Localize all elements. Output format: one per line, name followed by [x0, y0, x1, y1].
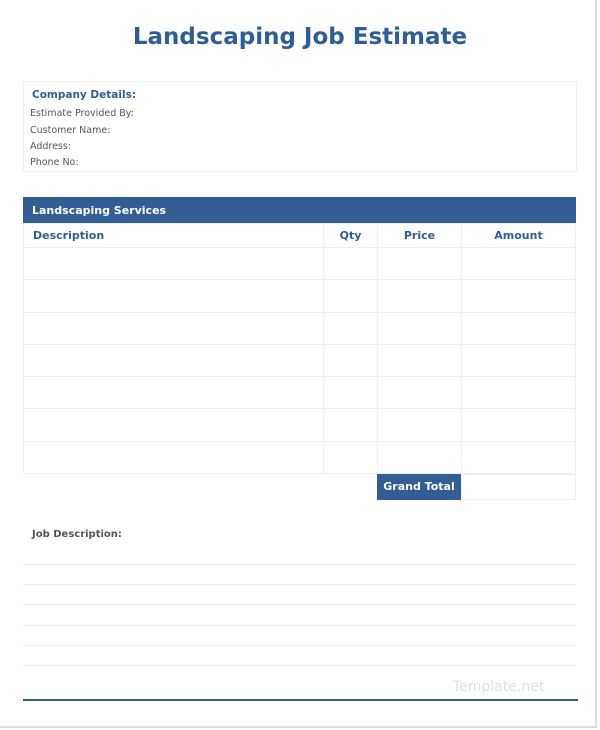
company-details-heading: Company Details: [32, 89, 137, 101]
table-cell[interactable] [24, 409, 324, 441]
table-cell[interactable] [324, 248, 378, 280]
table-cell[interactable] [324, 344, 378, 376]
table-cell[interactable] [324, 312, 378, 344]
grand-total-value[interactable] [461, 474, 576, 500]
table-cell[interactable] [24, 377, 324, 409]
table-cell[interactable] [378, 441, 462, 473]
table-row [24, 248, 576, 280]
table-cell[interactable] [24, 280, 324, 312]
col-description: Description [24, 224, 324, 248]
col-amount: Amount [462, 224, 576, 248]
table-cell[interactable] [378, 312, 462, 344]
table-row [24, 377, 576, 409]
job-line[interactable] [23, 625, 576, 626]
table-cell[interactable] [378, 248, 462, 280]
job-line[interactable] [23, 564, 576, 565]
table-cell[interactable] [462, 280, 576, 312]
watermark: Template.net [453, 679, 545, 695]
job-line[interactable] [23, 584, 576, 585]
table-cell[interactable] [378, 344, 462, 376]
table-cell[interactable] [324, 409, 378, 441]
table-row [24, 312, 576, 344]
table-row [24, 280, 576, 312]
grand-total-label: Grand Total [377, 474, 461, 500]
table-cell[interactable] [324, 441, 378, 473]
company-details-box [23, 81, 577, 172]
col-price: Price [378, 224, 462, 248]
services-header: Landscaping Services [23, 197, 576, 223]
table-cell[interactable] [462, 441, 576, 473]
col-qty: Qty [324, 224, 378, 248]
table-cell[interactable] [378, 409, 462, 441]
page-title: Landscaping Job Estimate [132, 24, 468, 50]
table-cell[interactable] [324, 377, 378, 409]
job-line[interactable] [23, 604, 576, 605]
services-table [23, 223, 576, 474]
table-cell[interactable] [378, 377, 462, 409]
job-line[interactable] [23, 665, 576, 666]
table-header-row [24, 224, 576, 248]
table-cell[interactable] [462, 344, 576, 376]
field-estimate-provided-by: Estimate Provided By: [30, 108, 134, 119]
field-address: Address: [30, 141, 72, 152]
table-cell[interactable] [462, 312, 576, 344]
table-cell[interactable] [462, 248, 576, 280]
job-line[interactable] [23, 645, 576, 646]
table-row [24, 344, 576, 376]
field-customer-name: Customer Name: [30, 125, 111, 136]
field-phone: Phone No: [30, 157, 79, 168]
table-cell[interactable] [24, 441, 324, 473]
footer-divider [23, 699, 578, 701]
table-row [24, 409, 576, 441]
table-cell[interactable] [24, 344, 324, 376]
table-cell[interactable] [24, 312, 324, 344]
table-cell[interactable] [462, 409, 576, 441]
table-cell[interactable] [324, 280, 378, 312]
table-cell[interactable] [378, 280, 462, 312]
table-cell[interactable] [24, 248, 324, 280]
table-row [24, 441, 576, 473]
table-cell[interactable] [462, 377, 576, 409]
job-description-label: Job Description: [32, 529, 122, 540]
